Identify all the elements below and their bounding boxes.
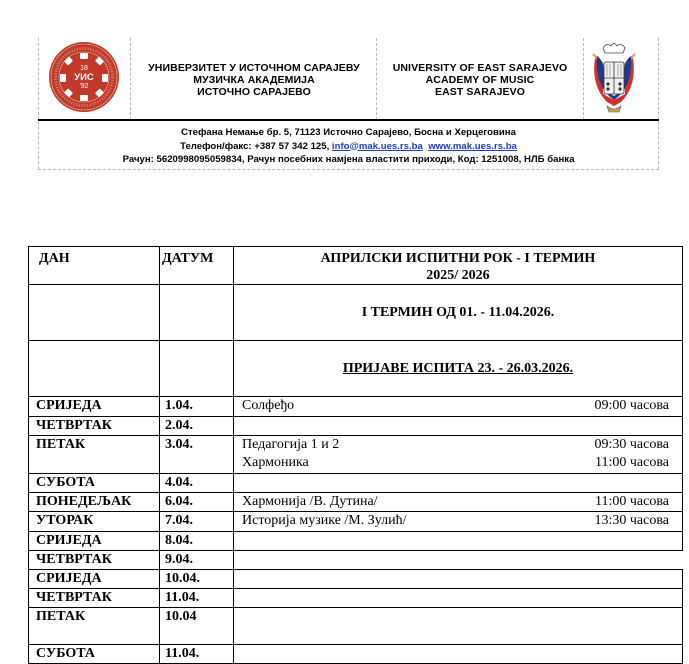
- date-cell: 1.04.: [160, 397, 234, 417]
- date-cell: 8.04.: [160, 531, 234, 550]
- exam-cell: [234, 397, 683, 417]
- contact-block: [38, 126, 659, 167]
- table-row: [29, 473, 683, 492]
- exam-cell: [234, 512, 683, 532]
- date-cell: 7.04.: [160, 512, 234, 532]
- date-cell: 9.04.: [160, 550, 234, 569]
- exam-time: 09:00 часова: [594, 398, 669, 413]
- empty-cell: [160, 341, 234, 397]
- university-seal-icon: [48, 41, 120, 113]
- date-cell: 11.04.: [160, 588, 234, 607]
- table-row: [29, 588, 683, 607]
- table-row: [29, 416, 683, 435]
- term-period: I ТЕРМИН ОД 01. - 11.04.2026.: [234, 285, 683, 341]
- exam-time: 13:30 часова: [594, 513, 669, 528]
- academy-lyre-crest-icon: [589, 40, 639, 118]
- day-cell: УТОРАК: [29, 512, 160, 532]
- institution-name-latin: [380, 62, 580, 98]
- divider: [38, 169, 659, 170]
- date-cell: 10.04.: [160, 569, 234, 588]
- date-cell: 2.04.: [160, 416, 234, 435]
- exam-subject: Историја музике /М. Зулић/: [242, 513, 407, 528]
- seal-text: 18: [80, 65, 88, 72]
- exam-cell: [234, 492, 683, 512]
- exam-cell: [234, 550, 683, 569]
- exam-cell: [234, 569, 683, 588]
- exam-cell: [234, 435, 683, 473]
- institution-name-cyrillic: [138, 62, 370, 98]
- divider: [376, 38, 377, 120]
- term-row: [29, 285, 683, 341]
- day-cell: ЧЕТВРТАК: [29, 550, 160, 569]
- exam-subject: Педагогија 1 и 2: [242, 436, 340, 452]
- header-day: ДАН: [29, 247, 160, 285]
- exam-entry: [242, 512, 669, 531]
- exam-cell: [234, 531, 683, 550]
- exam-entry: [242, 454, 669, 473]
- day-cell: ПЕТАК: [29, 435, 160, 473]
- email-link[interactable]: info@mak.ues.rs.ba: [331, 140, 423, 152]
- exam-subject: Солфеђо: [242, 398, 295, 413]
- day-cell: СРИЈЕДА: [29, 397, 160, 417]
- date-cell: 4.04.: [160, 473, 234, 492]
- day-cell: ПЕТАК: [29, 607, 160, 644]
- seal-text: '92: [79, 83, 89, 90]
- day-cell: СРИЈЕДА: [29, 531, 160, 550]
- table-row: [29, 569, 683, 588]
- phone-fax: Телефон/факс: +387 57 342 125,: [180, 140, 332, 152]
- table-row: [29, 492, 683, 512]
- website-link[interactable]: www.mak.ues.rs.ba: [428, 140, 517, 152]
- exam-time: 11:00 часова: [595, 455, 669, 470]
- day-cell: ЧЕТВРТАК: [29, 416, 160, 435]
- registration-row: [29, 341, 683, 397]
- letterhead: [38, 38, 659, 170]
- divider: [583, 38, 584, 120]
- city-name: EAST SARAJEVO: [435, 86, 525, 98]
- seal-text: УИС: [74, 72, 94, 83]
- university-name: UNIVERSITY OF EAST SARAJEVO: [392, 62, 568, 74]
- academy-name: МУЗИЧКА АКАДЕМИЈА: [193, 74, 315, 86]
- day-cell: СУБОТА: [29, 473, 160, 492]
- bank-account: Рачун: 5620998095059834, Рачун посебних намјена властити приходи, Код: 1251008, НЛБ банка: [122, 154, 575, 165]
- day-cell: СРИЈЕДА: [29, 569, 160, 588]
- day-cell: ЧЕТВРТАК: [29, 588, 160, 607]
- table-row: [29, 512, 683, 532]
- empty-cell: [29, 285, 160, 341]
- exam-entry: [242, 397, 669, 416]
- day-cell: СУБОТА: [29, 644, 160, 663]
- academic-year: 2025/ 2026: [426, 268, 490, 283]
- table-row: [29, 644, 683, 663]
- table-row: [29, 607, 683, 644]
- exam-entry: [242, 493, 669, 512]
- date-cell: 10.04: [160, 607, 234, 644]
- date-cell: 6.04.: [160, 492, 234, 512]
- header-date: ДАТУМ: [160, 247, 234, 285]
- letterhead-top: [38, 38, 659, 120]
- divider: [130, 38, 131, 120]
- exam-cell: [234, 644, 683, 663]
- letterhead-rule: [38, 119, 659, 121]
- exam-time: 09:30 часова: [594, 436, 669, 452]
- day-cell: ПОНЕДЕЉАК: [29, 492, 160, 512]
- header-title: [234, 247, 683, 285]
- academy-name: ACADEMY OF MUSIC: [425, 74, 535, 86]
- exam-entry: [242, 436, 669, 455]
- exam-time: 11:00 часова: [595, 493, 669, 509]
- city-name: ИСТОЧНО САРАЈЕВО: [197, 86, 311, 98]
- registration-period: ПРИЈАВЕ ИСПИТА 23. - 26.03.2026.: [234, 341, 683, 397]
- date-cell: 3.04.: [160, 435, 234, 473]
- exam-period-title: АПРИЛСКИ ИСПИТНИ РОК - I ТЕРМИН: [320, 251, 596, 266]
- exam-schedule-table: [28, 246, 683, 664]
- exam-subject: Хармоника: [242, 455, 309, 470]
- date-cell: 11.04.: [160, 644, 234, 663]
- empty-cell: [29, 341, 160, 397]
- exam-cell: [234, 473, 683, 492]
- exam-cell: [234, 588, 683, 607]
- exam-subject: Хармонија /В. Дутина/: [242, 493, 378, 509]
- university-name: УНИВЕРЗИТЕТ У ИСТОЧНОМ САРАЈЕВУ: [148, 62, 360, 74]
- phone-line: [38, 140, 659, 154]
- address: Стефана Немање бр. 5, 71123 Источно Сарајево, Босна и Херцеговина: [181, 127, 516, 138]
- table-row: [29, 550, 683, 569]
- exam-cell: [234, 416, 683, 435]
- table-row: [29, 435, 683, 473]
- empty-cell: [160, 285, 234, 341]
- table-row: [29, 397, 683, 417]
- table-row: [29, 531, 683, 550]
- table-header-row: [29, 247, 683, 285]
- exam-cell: [234, 607, 683, 644]
